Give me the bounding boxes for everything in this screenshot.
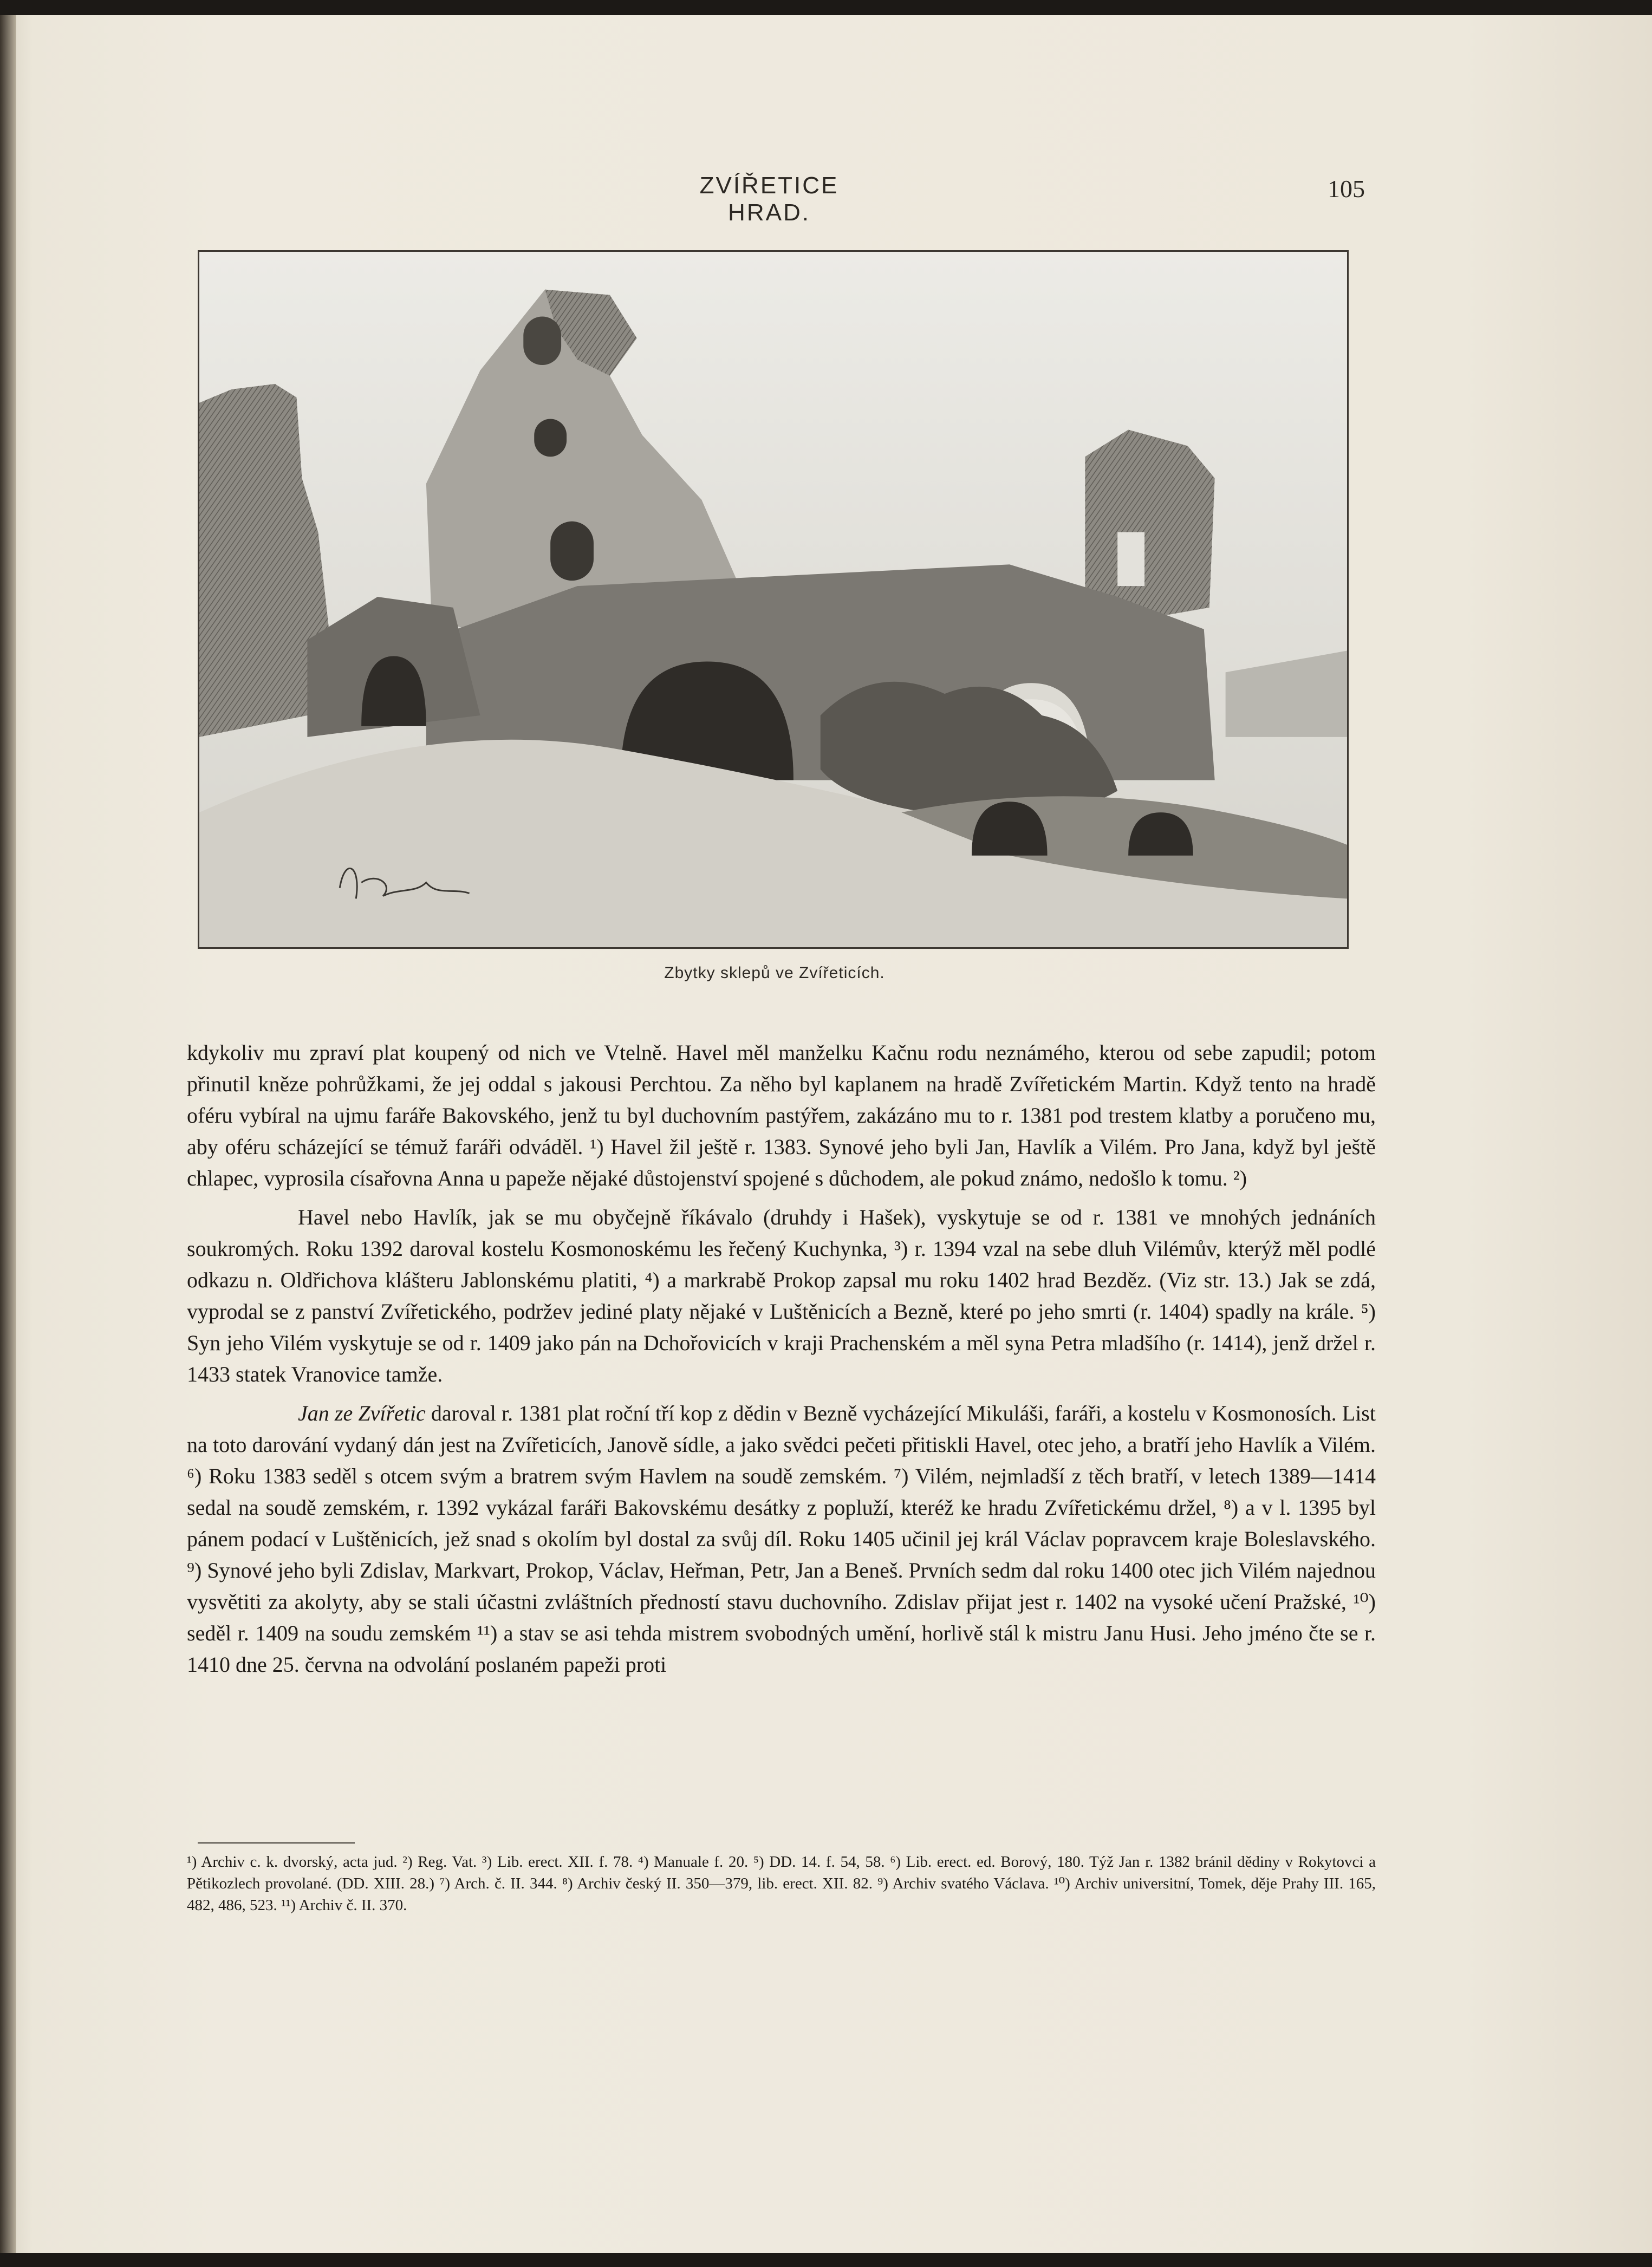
scan-bottom-edge	[0, 2253, 1652, 2267]
footnote-rule	[198, 1842, 355, 1843]
scan-top-edge	[0, 0, 1652, 15]
paragraph-3	[187, 1398, 1376, 1680]
page-number: 105	[1328, 175, 1365, 203]
footnotes: ¹) Archiv c. k. dvorský, acta jud. ²) Reg. Vat. ³) Lib. erect. XII. f. 78. ⁴) Manuale f. 20. ⁵) DD. 14. f. 54, 58. ⁶) Lib. erect. ed. Borový, 180. Týž Jan r. 1382 bránil dědiny v Rokytovci a Pětikozlech provolané. (DD. XIII. 28.) ⁷) Arch. č. II. 344. ⁸) Archiv český II. 350—379, lib. erect. XII. 82. ⁹) Archiv svatého Václava. ¹⁰) Archiv universitní, Tomek, děje Prahy III. 165, 482, 486, 523. ¹¹) Archiv č. II. 370.	[187, 1853, 1376, 1914]
castle-ruins-drawing	[199, 252, 1347, 947]
paragraph-1: kdykoliv mu zpraví plat koupený od nich ve Vtelně. Havel měl manželku Kačnu rodu neznámého, kterou od sebe zapudil; potom přinutil kněze pohrůžkami, že jej oddal s jakousi Perchtou. Za něho byl kaplanem na hradě Zvířetickém Martin. Když tento na hradě oféru vybíral na ujmu faráře Bakovského, jenž tu byl duchovním pastýřem, zakázáno mu to r. 1381 pod trestem klatby a poručeno mu, aby oféru scházející se témuž faráři odváděl. ¹) Havel žil ještě r. 1383. Synové jeho byli Jan, Havlík a Vilém. Pro Jana, když byl ještě chlapec, vyprosila císařovna Anna u papeže nějaké důstojenství spojené s důchodem, ale pokud známo, nedošlo k tomu. ²)	[187, 1040, 1376, 1190]
paragraph-3-name: Jan ze Zvířetic	[298, 1401, 426, 1425]
body-text	[187, 1037, 1376, 1680]
running-head: ZVÍŘETICE HRAD.	[699, 172, 839, 226]
ruin-illustration	[198, 250, 1349, 949]
figure-caption: Zbytky sklepů ve Zvířeticích.	[664, 964, 885, 982]
paragraph-2: Havel nebo Havlík, jak se mu obyčejně říkávalo (druhdy i Hašek), vyskytuje se od r. 1381 ve mnohých jednáních soukromých. Roku 1392 daroval kostelu Kosmonoskému les řečený Kuchynka, ³) r. 1394 vzal na sebe dluh Vilémův, kterýž měl podlé odkazu n. Oldřichova klášteru Jablonskému platiti, ⁴) a markrabě Prokop zapsal mu roku 1402 hrad Bezděz. (Viz str. 13.) Jak se zdá, vyprodal se z panství Zvířetického, podržev jediné platy nějaké v Luštěnicích a Bezně, které po jeho smrti (r. 1404) spadly na krále. ⁵) Syn jeho Vilém vyskytuje se od r. 1409 jako pán na Dchořovicích v kraji Prachenském a měl syna Petra mladšího (r. 1414), jenž držel r. 1433 statek Vranovice tamže.	[187, 1205, 1376, 1386]
book-spine	[0, 0, 16, 2267]
paragraph-3-text: daroval r. 1381 plat roční tří kop z dědin v Bezně vycházející Mikuláši, faráři, a kostelu v Kosmonosích. List na toto darování vydaný dán jest na Zvířeticích, Janově sídle, a jako svědci pečeti přitiskli Havel, otec jeho, a bratří jeho Havlík a Vilém. ⁶) Roku 1383 seděl s otcem svým a bratrem svým Havlem na soudě zemském. ⁷) Vilém, nejmladší z těch bratří, v letech 1389—1414 sedal na soudě zemském, r. 1392 vykázal faráři Bakovskému desátky z popluží, kteréž ke hradu Zvířetickému držel, ⁸) a v l. 1395 byl pánem podací v Luštěnicích, jež snad s okolím byl dostal za svůj díl. Roku 1405 učinil jej král Václav popravcem kraje Boleslavského. ⁹) Synové jeho byli Zdislav, Markvart, Prokop, Václav, Heřman, Petr, Jan a Beneš. Prvních sedm dal roku 1400 otec jich Vilém najednou vysvětiti za akolyty, aby se stali účastni zvláštních předností stavu duchovního. Zdislav přijat jest r. 1402 na vysoké učení Pražské, ¹⁰) seděl r. 1409 na soudu zemském ¹¹) a stav se asi tehda mistrem svobodných umění, horlivě stál k mistru Janu Husi. Jeho jméno čte se r. 1410 dne 25. června na odvolání poslaném papeži proti	[187, 1401, 1376, 1677]
